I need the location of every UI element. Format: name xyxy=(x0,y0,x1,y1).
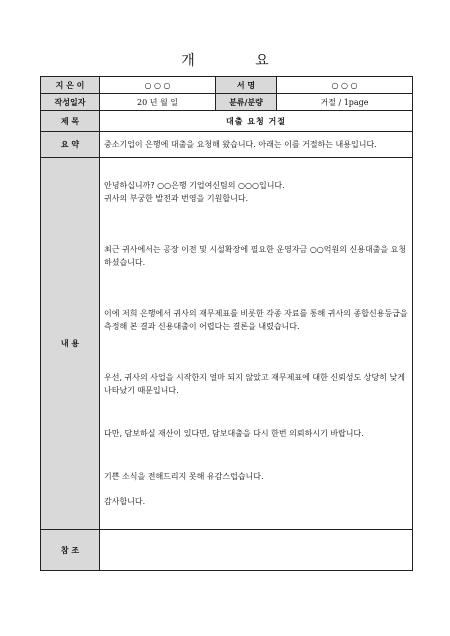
content-paragraph: 최근 귀사에서는 공장 이전 및 시설확장에 필요한 운영자금 ○○억원의 신용대출을 요청하셨습니다. xyxy=(104,245,407,267)
content-label: 내 용 xyxy=(41,158,100,530)
signature-value: ○ ○ ○ xyxy=(277,77,413,94)
content-body xyxy=(100,158,413,530)
content-paragraph: 귀사의 부궁한 발전과 번영을 기원합니다. xyxy=(104,194,249,203)
summary-value: 중소기업이 은행에 대출을 요청해 왔습니다. 아래는 이를 거절하는 내용입니다. xyxy=(100,132,413,158)
author-label: 지 은 이 xyxy=(41,77,100,94)
content-paragraph: 다만, 담보하실 재산이 있다면, 담보대출을 다시 한번 의뢰하시기 바랍니다. xyxy=(104,429,364,438)
reference-value xyxy=(100,530,413,571)
signature-label: 서 명 xyxy=(216,77,277,94)
subject-value: 대출 요청 거절 xyxy=(100,111,413,132)
content-paragraph: 이에 저희 은행에서 귀사의 재무제표를 비롯한 각종 자료를 통해 귀사의 종합신용등급을 측정해 본 결과 신용대출이 어렵다는 결론을 내렸습니다. xyxy=(104,309,408,331)
summary-form-table xyxy=(40,76,413,571)
author-value: ○ ○ ○ xyxy=(100,77,216,94)
document-title: 개 요 xyxy=(181,53,297,69)
content-paragraph: 우선, 귀사의 사업을 시작한지 얼마 되지 않았고 재무제표에 대한 신뢰성도 상당히 낮게 나타났기 때문입니다. xyxy=(104,373,405,395)
summary-label: 요 약 xyxy=(41,132,100,158)
category-value: 거절 / 1page xyxy=(277,94,413,111)
content-paragraph: 감사합니다. xyxy=(104,497,146,506)
content-paragraph: 안녕하십니까? ○○은행 기업여신팀의 ○○○입니다. xyxy=(104,181,285,190)
date-label: 작성일자 xyxy=(41,94,100,111)
category-label: 분류/분량 xyxy=(216,94,277,111)
subject-label: 제 목 xyxy=(41,111,100,132)
content-paragraph: 기쁜 소식을 전해드리지 못해 유감스럽습니다. xyxy=(104,472,264,481)
reference-label: 참 조 xyxy=(41,530,100,571)
date-value: 20 년 월 일 xyxy=(100,94,216,111)
